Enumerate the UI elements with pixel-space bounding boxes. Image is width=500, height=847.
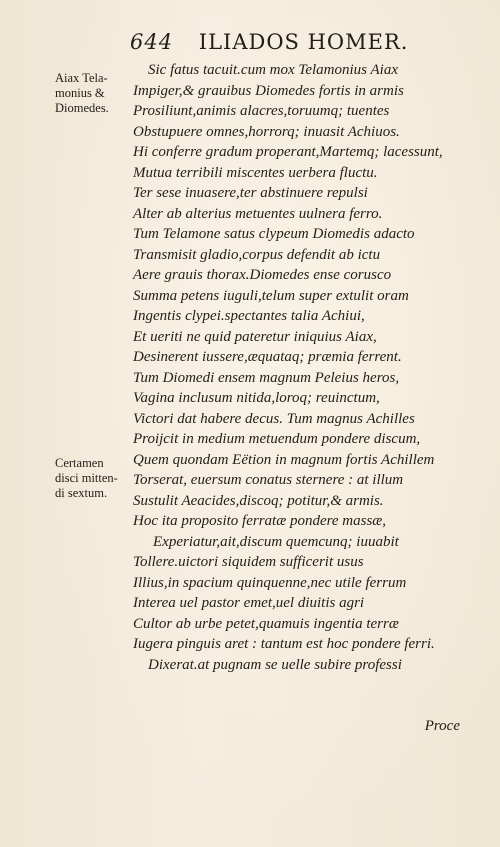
verse-line: Summa petens iuguli,telum super extulit oram [133,287,409,304]
verse-line: Mutua terribili miscentes uerbera fluctu. [133,164,378,181]
margin-note-discus-contest: Certamen disci mitten- di sextum. [55,456,118,500]
verse-line: Illius,in spacium quinquenne,nec utile ferrum [133,574,407,591]
verse-line: Transmisit gladio,corpus defendit ab ictu [133,246,381,263]
verse-block [133,60,468,675]
verse-line: Prosiliunt,animis alacres,toruumq; tuentes [133,103,390,119]
verse-line: Interea uel pastor emet,uel diuitis agri [133,595,365,611]
verse-line: Aere grauis thorax.Diomedes ense corusco [133,267,392,283]
verse-line: Torserat, euersum conatus sternere : at illum [133,472,404,488]
verse-line: Ingentis clypei.spectantes talia Achiui, [133,308,365,324]
running-title: ILIADOS HOMER. [198,30,409,54]
verse-line: Desinerent iussere,æquataq; præmia ferrent. [133,349,402,365]
catchword: Proce [424,718,460,734]
verse-line: Tum Telamone satus clypeum Diomedis adacto [133,226,415,242]
verse-line: Tollere.uictori siquidem sufficerit usus [133,554,364,570]
verse-line: Hi conferre gradum properant,Martemq; lacessunt, [133,144,443,160]
verse-line: Hoc ita proposito ferratæ pondere massæ, [133,513,387,529]
verse-line: Sustulit Aeacides,discoq; potitur,& armis. [133,492,384,509]
verse-line: Obstupuere omnes,horrorq; inuasit Achiuos. [133,123,400,140]
verse-line: Ter sese inuasere,ter abstinuere repulsi [133,185,368,201]
verse-line: Sic fatus tacuit.cum mox Telamonius Aiax [148,62,398,78]
page-number: 644 [130,30,174,54]
verse-line: Cultor ab urbe petet,quamuis ingentia terræ [133,615,399,632]
margin-note-aiax-diomedes: Aiax Tela- monius & Diomedes. [55,71,109,115]
verse-line: Impiger,& grauibus Diomedes fortis in armis [133,82,404,99]
verse-line: Iugera pinguis aret : tantum est hoc pondere ferri. [133,636,435,652]
verse-line: Vagina inclusum nitida,loroq; reuinctum, [133,390,380,406]
verse-line: Dixerat.at pugnam se uelle subire professi [148,656,402,673]
verse-line: Alter ab alterius metuentes uulnera ferro. [133,205,383,222]
verse-line: Quem quondam Eëtion in magnum fortis Achillem [133,451,435,468]
verse-line: Experiatur,ait,discum quemcunq; iuuabit [153,533,399,550]
verse-line: Tum Diomedi ensem magnum Peleius heros, [133,369,400,386]
verse-line: Victori dat habere decus. Tum magnus Achilles [133,410,415,427]
verse-line: Et ueriti ne quid pateretur iniquius Aiax, [133,328,377,345]
page-header [130,30,408,54]
verse-line: Proijcit in medium metuendum pondere discum, [133,431,421,447]
